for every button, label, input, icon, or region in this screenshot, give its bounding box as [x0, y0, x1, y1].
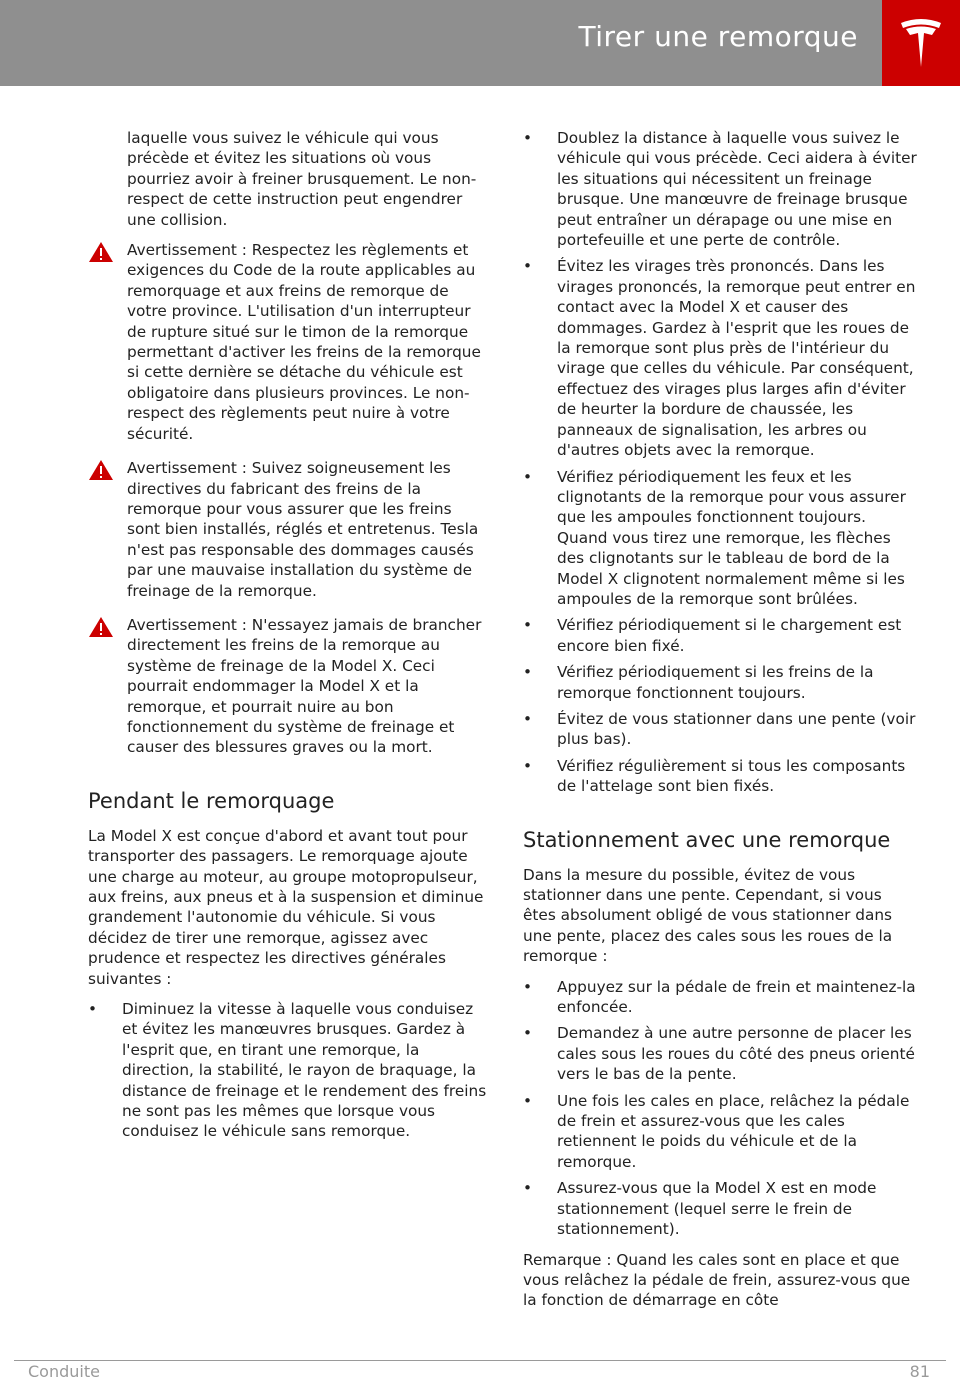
warning-block	[88, 240, 488, 444]
list-item: • Vérifiez périodiquement les feux et les clignotants de la remorque pour vous assurer que les ampoules fonctionnent toujours. Quand vous tirez une remorque, les flèches des clignotants sur le tableau de bord de la Model X clignotent normalement même si les ampoules de la remorque sont brûlées.	[523, 467, 906, 608]
section-intro: Dans la mesure du possible, évitez de vous stationner dans une pente. Cependant, si vous êtes absolument obligé de vous stationner dans une pente, placez des cales sous les roues de la remorque :	[523, 865, 893, 966]
bullet-list	[523, 128, 918, 797]
list-item: • Vérifiez régulièrement si tous les composants de l'attelage sont bien fixés.	[523, 756, 906, 796]
section-heading: Stationnement avec une remorque	[523, 827, 891, 852]
right-column	[523, 128, 918, 1321]
page-title: Tirer une remorque	[578, 20, 858, 53]
bullet-icon: •	[523, 129, 533, 147]
list-item: • Demandez à une autre personne de placer les cales sous les roues du côté des pneus orienté vers le bas de la pente.	[523, 1024, 915, 1084]
list-item: • Vérifiez périodiquement si les freins de la remorque fonctionnent toujours.	[523, 663, 874, 702]
footer-divider	[14, 1360, 946, 1361]
bullet-list	[88, 999, 488, 1142]
warning-triangle-icon	[88, 616, 114, 638]
bullet-icon: •	[523, 616, 533, 635]
bullet-icon: •	[88, 1000, 98, 1019]
left-column	[88, 128, 488, 1152]
tesla-logo	[882, 0, 960, 86]
bullet-icon: •	[523, 1024, 533, 1043]
warning-triangle-icon	[88, 459, 114, 481]
list-item: • Assurez-vous que la Model X est en mode stationnement (lequel serre le frein de stationnement).	[523, 1179, 877, 1239]
list-item: • Une fois les cales en place, relâchez la pédale de frein et assurez-vous que les cales retiennent le poids du véhicule et de la remorque.	[523, 1091, 910, 1171]
section-heading: Pendant le remorquage	[88, 788, 335, 813]
footer-section-name: Conduite	[28, 1362, 100, 1381]
continued-paragraph: laquelle vous suivez le véhicule qui vous précède et évitez les situations où vous pourriez avoir à freiner brusquement. Le non-respect de cette instruction peut engendrer une collision.	[127, 129, 477, 229]
bullet-icon: •	[523, 1179, 533, 1198]
bullet-icon: •	[523, 257, 533, 276]
list-item: • Appuyez sur la pédale de frein et maintenez-la enfoncée.	[523, 977, 916, 1017]
warning-text: Avertissement : Respectez les règlements et exigences du Code de la route applicables au remorquage et aux freins de remorque de votre province. L'utilisation d'un interrupteur de rupture situé sur le timon de la remorque permettant d'activer les freins de la remorque si cette dernière se détache du véhicule est obligatoire dans plusieurs provinces. Le non-respect des règlements peut nuire à votre sécurité.	[127, 241, 481, 443]
note-paragraph: Remarque : Quand les cales sont en place et que vous relâchez la pédale de frein, assurez-vous que la fonction de démarrage en côte	[523, 1250, 911, 1310]
page-header	[0, 0, 960, 86]
list-item: • Doublez la distance à laquelle vous suivez le véhicule qui vous précède. Ceci aidera à éviter les situations qui nécessitent un freinage brusque. Une manœuvre de freinage brusque peut entraîner un dérapage ou une mise en portefeuille et une perte de contrôle.	[523, 129, 917, 250]
bullet-icon: •	[523, 709, 533, 728]
list-item: • Diminuez la vitesse à laquelle vous conduisez et évitez les manœuvres brusques. Gardez à l'esprit que, en tirant une remorque, la direction, la stabilité, le rayon de braquage, la distance de freinage et le rendement des freins ne sont pas les mêmes que lorsque vous conduisez le véhicule sans remorque.	[88, 1000, 487, 1141]
bullet-icon: •	[523, 663, 533, 682]
list-item: • Évitez les virages très prononcés. Dans les virages prononcés, la remorque peut entrer en contact avec la Model X et causer des dommages. Gardez à l'esprit que les roues de la remorque sont plus près de l'intérieur du virage que celles du véhicule. Par conséquent, effectuez des virages plus larges afin d'éviter de heurter la bordure de chaussée, les panneaux de signalisation, les arbres ou d'autres objets avec la remorque.	[523, 257, 916, 460]
section-intro: La Model X est conçue d'abord et avant tout pour transporter des passagers. Le remorquage ajoute une charge au moteur, au groupe motopropulseur, aux freins, aux pneus et à la suspension et diminue grandement l'autonomie du véhicule. Si vous décidez de tirer une remorque, agissez avec prudence et respectez les directives générales suivantes :	[88, 826, 484, 988]
page-number: 81	[909, 1362, 930, 1381]
bullet-icon: •	[523, 756, 533, 775]
list-item: • Évitez de vous stationner dans une pente (voir plus bas).	[523, 709, 916, 749]
warning-text: Avertissement : N'essayez jamais de brancher directement les freins de la remorque au système de freinage de la Model X. Ceci pourrait endommager la Model X et la remorque, et pourrait nuire au bon fonctionnement du système de freinage et causer des blessures graves ou la mort.	[127, 615, 482, 757]
warning-block	[88, 458, 488, 601]
bullet-icon: •	[523, 467, 533, 486]
bullet-list	[523, 977, 918, 1240]
list-item: • Vérifiez périodiquement si le chargement est encore bien fixé.	[523, 616, 902, 655]
tesla-logo-icon	[898, 17, 944, 69]
warning-block	[88, 615, 488, 758]
bullet-icon: •	[523, 1091, 533, 1110]
warning-text: Avertissement : Suivez soigneusement les directives du fabricant des freins de la remorque pour vous assurer que les freins sont bien installés, réglés et entretenus. Tesla n'est pas responsable des dommages causés par une mauvaise installation du système de freinage de la remorque.	[127, 459, 479, 600]
warning-triangle-icon	[88, 241, 114, 263]
bullet-icon: •	[523, 977, 533, 996]
